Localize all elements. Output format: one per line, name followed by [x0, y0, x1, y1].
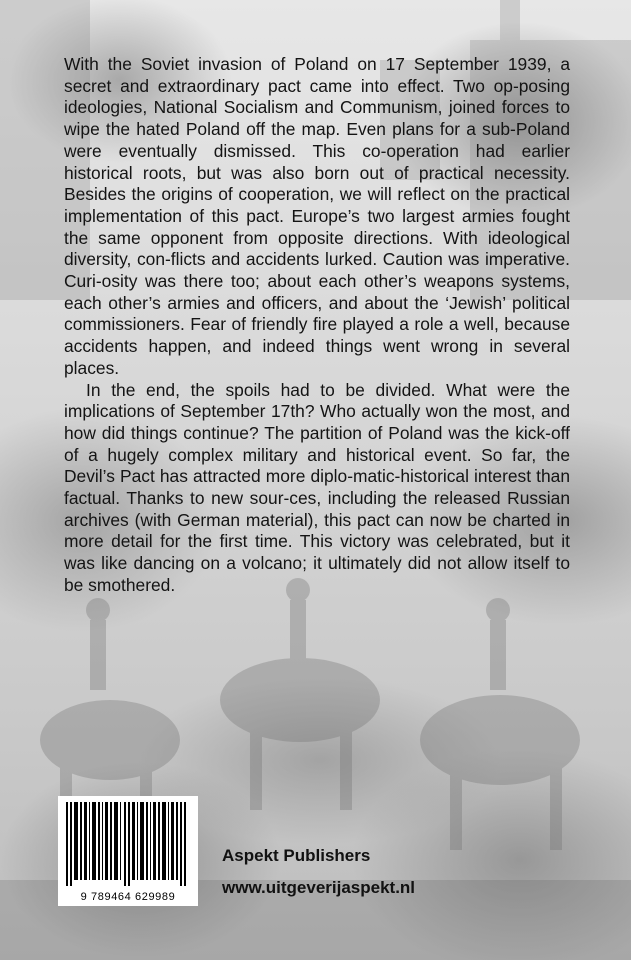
blurb-paragraph-1: With the Soviet invasion of Poland on 17 September 1939, a secret and extraordinary pact came into effect. Two op-posing ideologies, National Socialism and Communism, joined forces to wipe the hated Poland off the map. Even plans for a sub-Poland were eventually dismissed. This co-operation had earlier historical roots, but was also born out of practical necessity. Besides the origins of cooperation, we will reflect on the practical implementation of this pact. Europe’s two largest armies fought the same opponent from opposite directions. With ideological diversity, con-flicts and accidents lurked. Caution was imperative. Curi-osity was there too; about each other’s weapons systems, each other’s armies and officers, and about the ‘Jewish’ political commissioners. Fear of friendly fire played a role a well, because accidents happen, and indeed things went wrong in several places. [64, 54, 570, 378]
isbn-number: 9 789464 629989 [80, 891, 176, 903]
blurb-text [64, 54, 570, 597]
publisher-website: www.uitgeverijaspekt.nl [222, 878, 416, 897]
publisher-name: Aspekt Publishers [222, 846, 371, 865]
barcode-bars [64, 802, 192, 886]
blurb-paragraph-2: In the end, the spoils had to be divided. What were the implications of September 17th? Who actually won the most, and how did things continue? The partition of Poland was the kick-off of a hugely complex military and historical event. So far, the Devil’s Pact has attracted more diplo-matic-historical interest than factual. Thanks to new sour-ces, including the released Russian archives (with German material), this pact can now be charted in more detail for the first time. This victory was celebrated, but it was like dancing on a volcano; it ultimately did not allow itself to be smothered. [64, 379, 570, 595]
isbn-barcode [58, 796, 198, 906]
